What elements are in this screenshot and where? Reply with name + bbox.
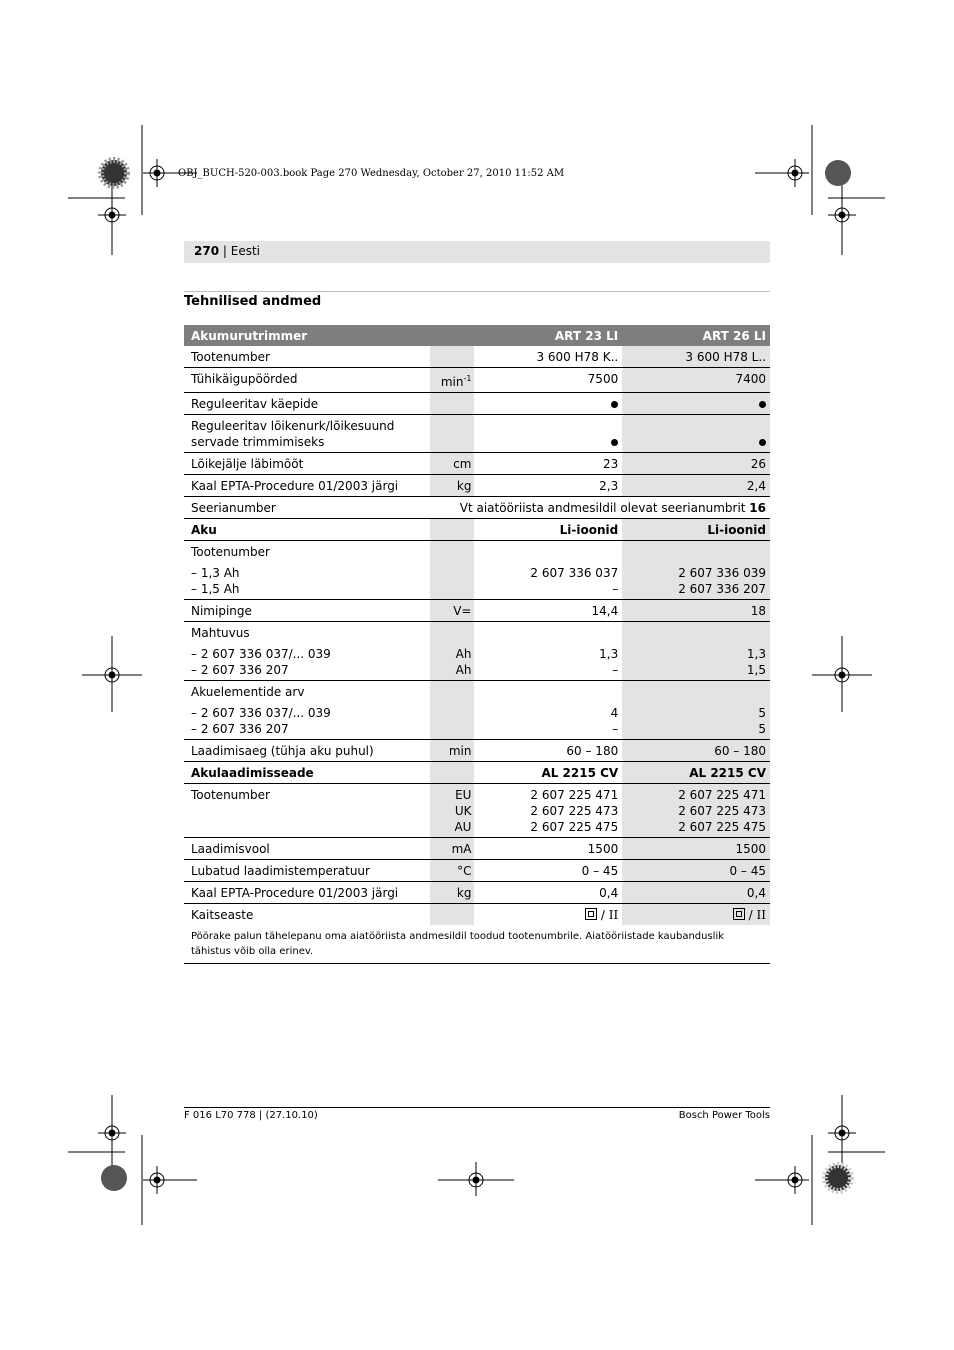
row-value-1: 0,4 [599,886,619,900]
value-line: 2 607 225 471 [530,788,619,802]
footer-doc-number: F 016 L70 778 | (27.10.10) [184,1110,318,1121]
row-label-main: Tootenumber [191,545,270,559]
row-value-1 [474,622,622,681]
footer-brand: Bosch Power Tools [678,1110,770,1121]
table-row [184,622,770,681]
row-unit [430,762,475,784]
row-unit [430,368,475,393]
unit-base: min [440,375,464,389]
row-label: Seerianumber [191,501,276,515]
row-value-2 [622,415,770,453]
value-line: 2 607 225 475 [678,820,766,834]
unit-sup: -1 [463,374,472,383]
page-header [184,241,770,263]
row-value-1: 14,4 [591,604,619,618]
protection-class-roman: II [756,908,766,922]
page-number: 270 [194,244,220,258]
row-unit: kg [430,475,475,497]
row-value-2 [622,622,770,681]
value-line: 4 [610,706,619,720]
value-line: 5 [758,706,766,720]
table-row [184,681,770,740]
value-line: 1,3 [599,647,619,661]
row-value-2: 1500 [622,838,770,860]
subheader-label: Aku [191,523,217,537]
row-label: Lubatud laadimistemperatuur [191,864,370,878]
row-value-1: 7500 [587,372,619,386]
header-col2: ART 26 LI [622,325,770,346]
table-row [184,740,770,762]
row-unit: V= [430,600,475,622]
row-label [184,415,430,453]
row-value-2 [622,393,770,415]
row-unit: mA [430,838,475,860]
row-sublabel: – 2 607 336 207 [191,663,289,677]
row-label: Nimipinge [191,604,252,618]
value-line: – [612,722,619,736]
table-header-row [184,325,770,346]
table-row [184,415,770,453]
row-value-2: 18 [622,600,770,622]
header-separator: | [219,244,231,258]
unit-line: UK [454,804,472,818]
subheader-label: Akulaadimisseade [191,766,314,780]
row-unit: kg [430,882,475,904]
value-line: 2 607 225 475 [530,820,619,834]
row-label: Kaal EPTA-Procedure 01/2003 järgi [191,886,399,900]
row-unit [430,519,475,541]
row-label-main: Akuelementide arv [191,685,305,699]
row-label: Tühikäigupöörded [191,372,298,386]
value-line: 1,3 [746,647,766,661]
table-row-serial [184,497,770,519]
table-row [184,882,770,904]
table-row [184,784,770,838]
row-value-1 [474,415,622,453]
bullet-icon [759,439,766,446]
section-title: Tehnilised andmed [184,294,322,309]
row-value-1 [474,681,622,740]
row-unit [430,393,475,415]
value-line: 1,5 [746,663,766,677]
row-value-2: 0,4 [622,882,770,904]
section-rule [184,291,770,292]
footer-rule [184,1107,770,1108]
value-line: 2 607 336 037 [530,566,619,580]
row-value-2: 7400 [622,368,770,393]
row-unit [430,904,475,926]
row-label [184,541,430,600]
serial-text: Vt aiatööriista andmesildil olevat seerianumbrit [459,501,750,515]
subheader-value-2: Li-ioonid [622,519,770,541]
row-label: Laadimisaeg (tühja aku puhul) [191,744,374,758]
battery-subheader [184,519,770,541]
row-label: Tootenumber [191,350,270,364]
row-label: Lõikejälje läbimõõt [191,457,304,471]
tech-data-table [184,325,770,964]
row-value-1 [474,393,622,415]
unit-line: Ah [455,647,472,661]
row-unit [430,346,475,368]
subheader-value-1: Li-ioonid [559,523,619,537]
row-sublabel: – 1,5 Ah [191,582,240,596]
unit-line: Ah [455,663,472,677]
charger-subheader [184,762,770,784]
unit-line: AU [454,820,472,834]
value-line: – [612,582,619,596]
row-sublabel: – 2 607 336 207 [191,722,289,736]
row-label: Reguleeritav käepide [191,397,319,411]
value-line: 2 607 336 039 [678,566,766,580]
unit-line: EU [455,788,472,802]
value-line: 2 607 225 473 [678,804,766,818]
row-value-2 [622,681,770,740]
table-row [184,541,770,600]
row-value-1: 0 – 45 [581,864,619,878]
row-value-1: 23 [602,457,619,471]
table-row [184,838,770,860]
header-col1: ART 23 LI [474,325,622,346]
bullet-icon [611,401,618,408]
row-sublabel: – 2 607 336 037/... 039 [191,706,331,720]
row-unit [430,415,475,453]
header-label: Akumurutrimmer [184,325,430,346]
row-label: Tootenumber [191,788,270,802]
bullet-icon [759,401,766,408]
row-label [184,622,430,681]
row-unit [430,681,475,740]
row-value-2: 26 [622,453,770,475]
value-line: 5 [758,722,766,736]
row-label: Laadimisvool [191,842,270,856]
row-value-2: 0 – 45 [622,860,770,882]
row-value-1: 3 600 H78 K.. [536,350,619,364]
value-line: 2 607 336 207 [678,582,766,596]
value-line: 2 607 225 473 [530,804,619,818]
row-value-1: 1500 [587,842,619,856]
subheader-value-2: AL 2215 CV [622,762,770,784]
table-row [184,346,770,368]
table-row [184,475,770,497]
row-unit [430,622,475,681]
serial-ref: 16 [749,501,766,515]
row-value-2 [622,904,770,926]
row-value-1 [474,784,622,838]
row-value-2: 3 600 H78 L.. [622,346,770,368]
row-value-2 [622,784,770,838]
table-row [184,860,770,882]
value-line: – [612,663,619,677]
row-value-2: 60 – 180 [622,740,770,762]
row-value-2: 2,4 [622,475,770,497]
value-line: 2 607 225 471 [678,788,766,802]
row-label-line-2: servade trimmimiseks [191,435,325,449]
protection-class-roman: II [608,908,619,922]
table-note-row [184,925,770,964]
header-language: Eesti [230,244,260,258]
row-sublabel: – 1,3 Ah [191,566,240,580]
subheader-value-1: AL 2215 CV [541,766,619,780]
table-row [184,393,770,415]
row-unit [430,784,475,838]
protection-class-icon [733,908,745,920]
row-value-2 [622,541,770,600]
row-sublabel: – 2 607 336 037/... 039 [191,647,331,661]
table-row [184,453,770,475]
table-note: Pöörake palun tähelepanu oma aiatööriista andmesildil toodud tootenumbrile. Aiatööriistade kaubanduslik tähistus võib olla erinev. [191,931,725,957]
protection-class-icon [585,908,597,920]
table-row [184,368,770,393]
row-unit: min [430,740,475,762]
print-book-line: OBJ_BUCH-520-003.book Page 270 Wednesday, October 27, 2010 11:52 AM [178,168,565,179]
row-unit: °C [430,860,475,882]
slash: / [597,908,609,922]
header-unit [430,325,475,346]
row-value-1: 2,3 [599,479,619,493]
row-label: Kaitseaste [191,908,254,922]
row-unit [430,541,475,600]
table-row [184,600,770,622]
row-value-1 [474,904,622,926]
slash: / [744,908,757,922]
row-value-1 [474,541,622,600]
bullet-icon [611,439,618,446]
row-value-1: 60 – 180 [566,744,619,758]
row-label-main: Mahtuvus [191,626,250,640]
row-label: Kaal EPTA-Procedure 01/2003 järgi [191,479,399,493]
row-unit: cm [430,453,475,475]
serial-note [430,497,770,519]
row-label-line-1: Reguleeritav lõikenurk/lõikesuund [191,419,395,433]
row-label [184,681,430,740]
table-row [184,904,770,926]
